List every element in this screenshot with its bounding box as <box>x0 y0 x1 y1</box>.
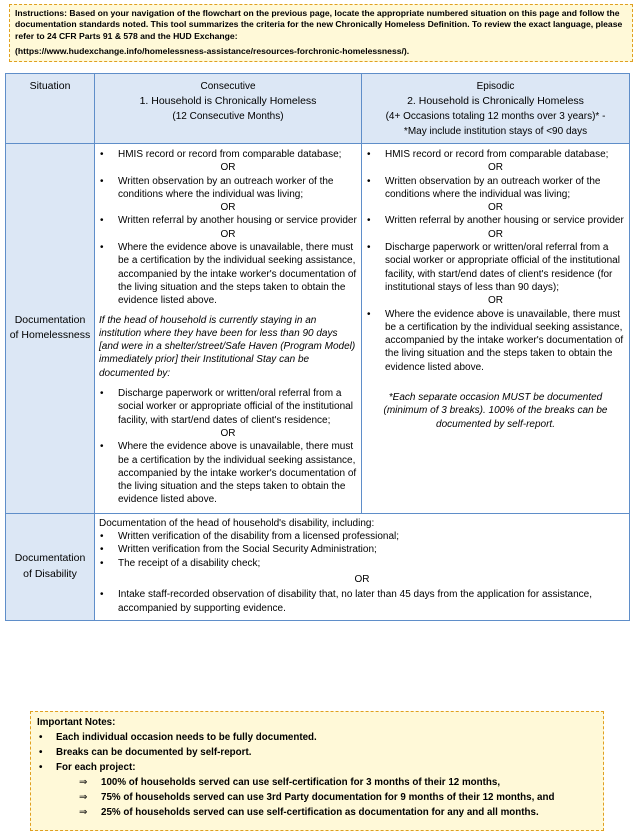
episodic-subtitle-note: *May include institution stays of <90 days <box>403 126 588 137</box>
disability-list <box>99 530 625 570</box>
list-item: • Written verification from the Social Security Administration; <box>99 543 625 556</box>
important-notes-list <box>37 730 597 775</box>
list-item: ⇒ 100% of households served can use self-certification for 3 months of their 12 months, <box>37 775 597 790</box>
or-divider: OR <box>220 202 236 214</box>
instructions-box <box>9 4 633 62</box>
list-item: • Discharge paperwork or written/oral referral from a social worker or appropriate official of the institutional facility, with start/end dates of client's residence (for institutional stays of less than 90 days); <box>366 241 625 294</box>
list-item: • For each project: <box>37 760 597 775</box>
list-item: • Written referral by another housing or service provider <box>99 214 357 227</box>
or-divider: OR <box>488 295 503 307</box>
homelessness-label <box>6 144 95 514</box>
list-item: • Where the evidence above is unavailable, there must be a certification by the individual seeking assistance, accompanied by the intake worker's documentation of the living situation and the steps taken to obtain the evidence listed above. <box>99 241 357 307</box>
project-percentages-list <box>37 775 597 820</box>
header-consecutive <box>95 74 362 144</box>
homelessness-label-line1: Documentation <box>14 313 86 326</box>
consecutive-title: Consecutive <box>200 81 256 92</box>
episodic-title: Episodic <box>476 81 515 92</box>
disability-cell <box>95 513 630 620</box>
or-divider: OR <box>220 228 236 240</box>
header-episodic <box>362 74 630 144</box>
disability-label-line1: Documentation <box>14 552 86 565</box>
or-divider: OR <box>488 228 503 240</box>
list-item: • Where the evidence above is unavailable, there must be a certification by the individual seeking assistance, accompanied by the intake worker's documentation of the living situation and the steps taken to obtain the evidence listed above. <box>99 440 357 506</box>
or-divider: OR <box>220 427 236 439</box>
list-item: • Intake staff-recorded observation of disability that, no later than 45 days from the application for assistance, accompanied by supporting evidence. <box>99 588 625 615</box>
table-header-row <box>6 74 630 144</box>
list-item: • Written referral by another housing or service provider <box>366 214 625 227</box>
or-divider: OR <box>354 573 370 585</box>
homelessness-episodic-cell <box>362 144 630 514</box>
header-situation: Situation <box>6 74 95 144</box>
homelessness-row <box>6 144 630 514</box>
consecutive-name: 1. Household is Chronically Homeless <box>139 95 317 107</box>
disability-label <box>6 513 95 620</box>
list-item: • Written observation by an outreach worker of the conditions where the individual was living; <box>366 175 625 202</box>
list-item: • Written observation by an outreach worker of the conditions where the individual was living; <box>99 175 357 202</box>
list-item: • Discharge paperwork or written/oral referral from a social worker or appropriate official of the institutional facility, with start/end dates of client's residence; <box>99 387 357 427</box>
list-item: • Each individual occasion needs to be fully documented. <box>37 730 597 745</box>
list-item: • Written verification of the disability from a licensed professional; <box>99 530 625 543</box>
or-divider: OR <box>488 162 503 174</box>
list-item: ⇒ 75% of households served can use 3rd Party documentation for 9 months of their 12 months, and <box>37 790 597 805</box>
instructions-text: Instructions: Based on your navigation of the flowchart on the previous page, locate the appropriate numbered situation on this page and follow the documentation standards noted. This tool summarizes the criteria for the new Chronically Homeless Definition. To review the exact language, please refer to 24 CFR Parts 91 & 578 and the HUD Exchange: <box>15 8 623 41</box>
consecutive-evidence-list <box>99 148 357 161</box>
episodic-name: 2. Household is Chronically Homeless <box>407 95 584 107</box>
list-item: ⇒ 25% of households served can use self-certification as documentation for any and all months. <box>37 805 597 820</box>
disability-label-line2: of Disability <box>23 567 77 580</box>
disability-row <box>6 513 630 620</box>
or-divider: OR <box>488 202 503 214</box>
list-item: • Where the evidence above is unavailable, there must be a certification by the individual seeking assistance, accompanied by the intake worker's documentation of the living situation and the steps taken to obtain the evidence listed above. <box>366 308 625 374</box>
consecutive-subtitle: (12 Consecutive Months) <box>172 111 284 122</box>
documentation-table <box>5 73 630 621</box>
episodic-subtitle: (4+ Occasions totaling 12 months over 3 years)* - <box>385 111 606 122</box>
list-item: • HMIS record or record from comparable database; <box>99 148 357 161</box>
episodic-breaks-note: *Each separate occasion MUST be documented (minimum of 3 breaks). 100% of the breaks can be documented by self-report. <box>383 392 608 430</box>
institution-note: If the head of household is currently staying in an institution where they have been for less than 90 days [and were in a shelter/street/Safe Haven (Program Model) immediately prior] their Institutional Stay can be documented by: <box>99 314 356 379</box>
list-item: • HMIS record or record from comparable database; <box>366 148 625 161</box>
important-notes-title: Important Notes: <box>37 717 116 728</box>
homelessness-label-line2: of Homelessness <box>9 329 91 342</box>
important-notes-box <box>30 711 604 831</box>
disability-title: Documentation of the head of household's disability, including: <box>99 517 375 529</box>
homelessness-consecutive-cell <box>95 144 362 514</box>
or-divider: OR <box>220 162 236 174</box>
instructions-url[interactable]: (https://www.hudexchange.info/homelessness-assistance/resources-forchronic-homelessness/). <box>15 46 410 57</box>
list-item: • The receipt of a disability check; <box>99 557 625 570</box>
list-item: • Breaks can be documented by self-report. <box>37 745 597 760</box>
